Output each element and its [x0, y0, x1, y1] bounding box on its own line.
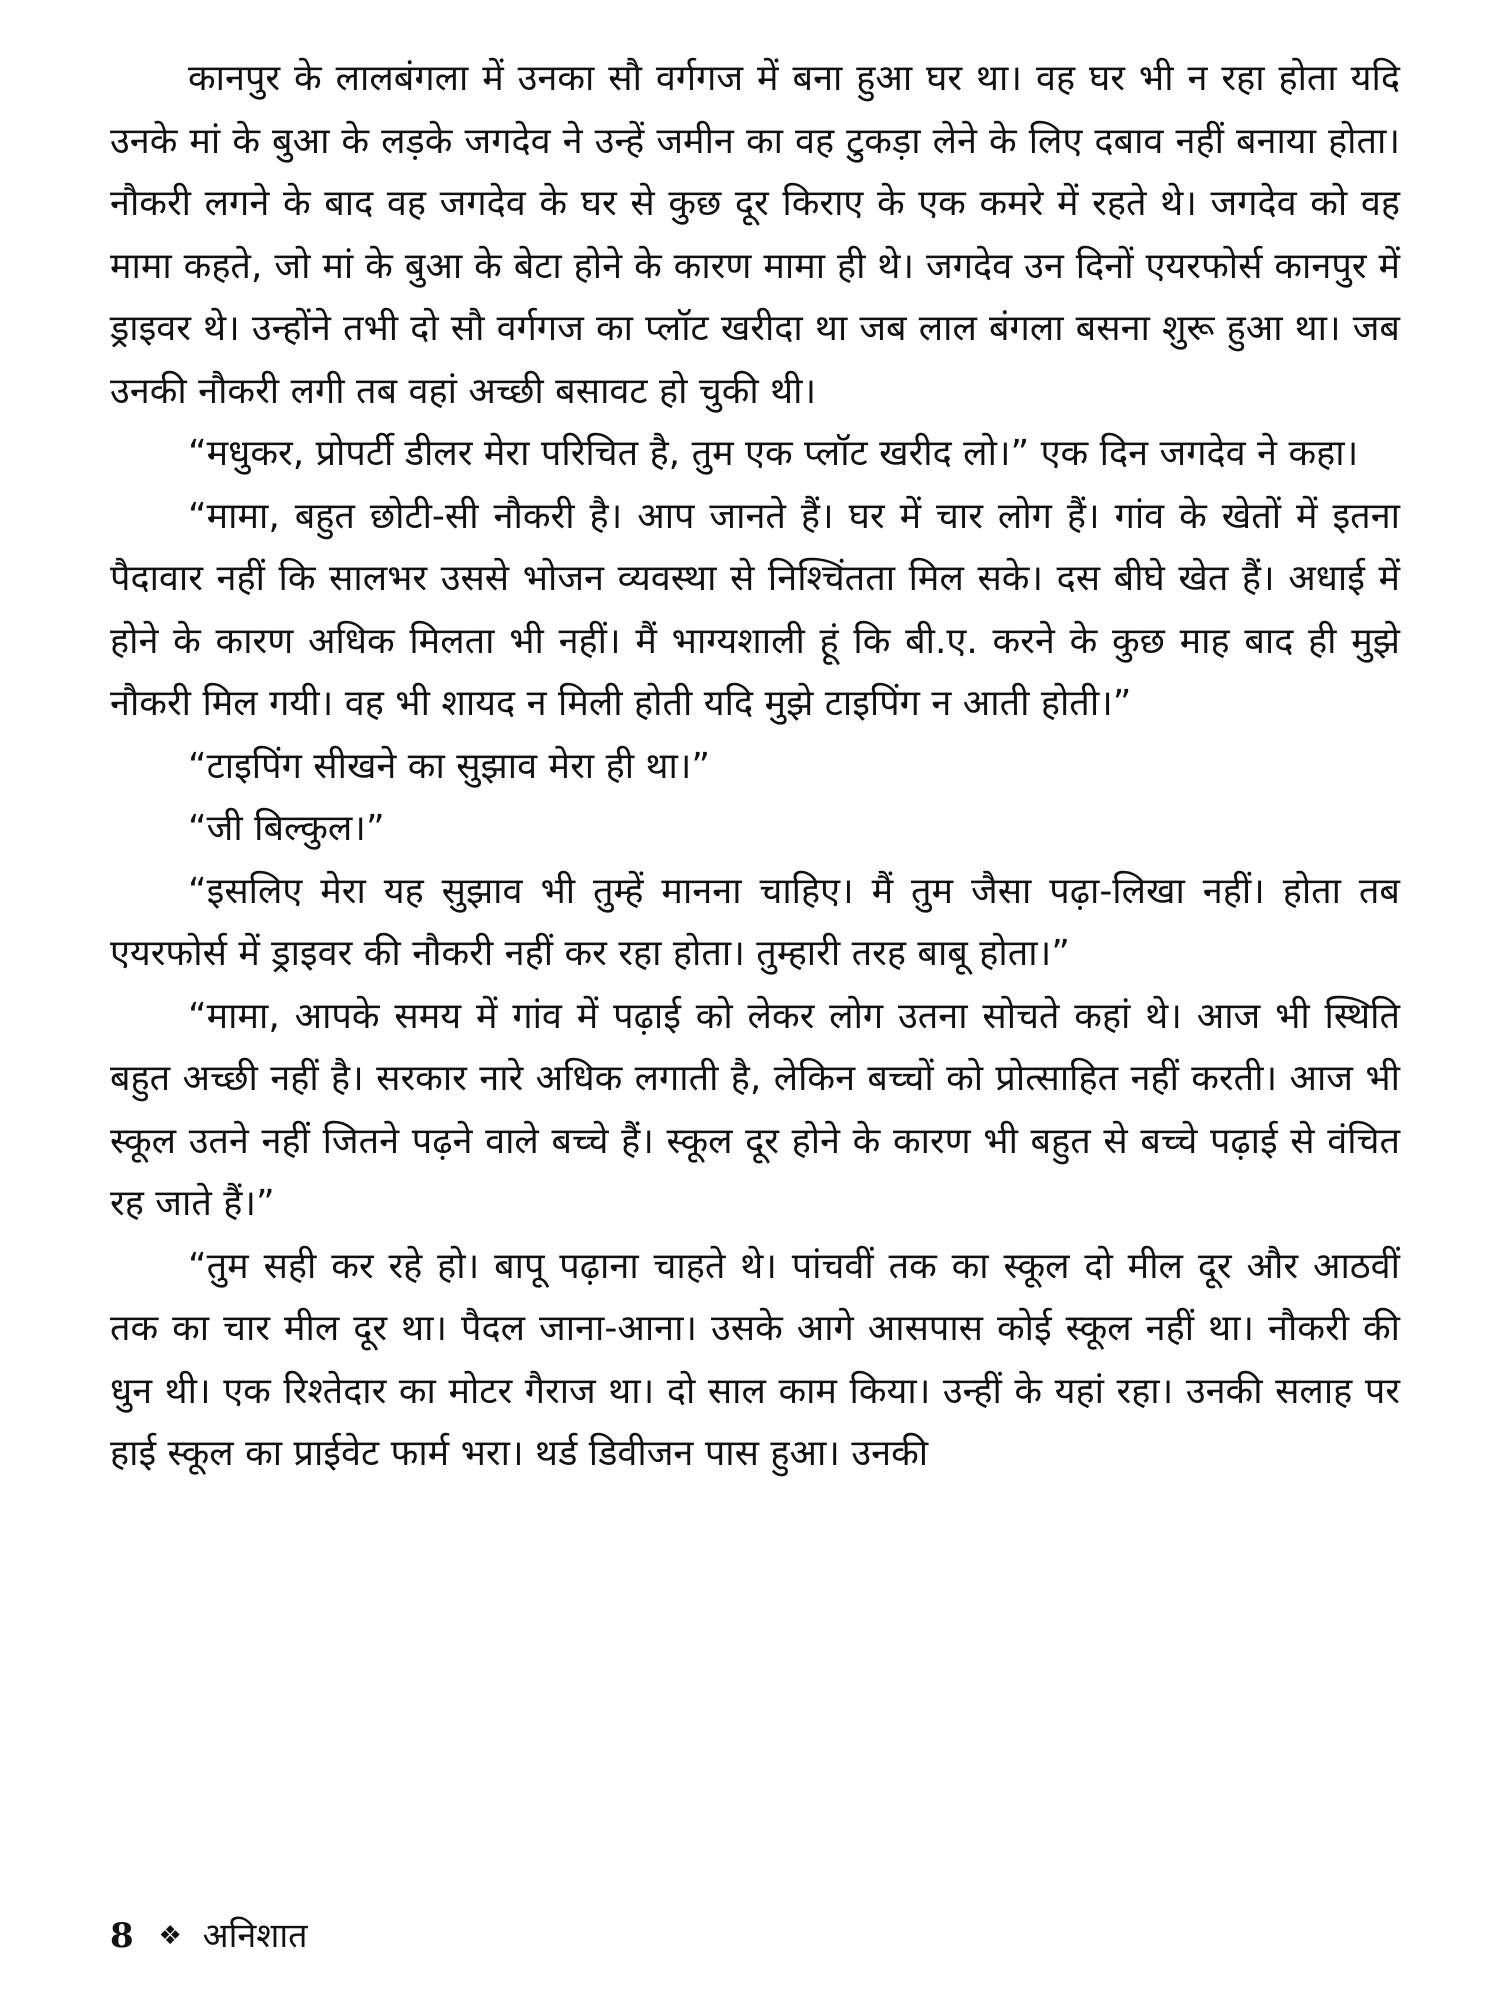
paragraph-2: “मधुकर, प्रोपर्टी डीलर मेरा परिचित है, तुम एक प्लॉट खरीद लो।” एक दिन जगदेव ने कहा।	[188, 433, 1359, 474]
book-title: अनिशात	[202, 1916, 308, 1956]
paragraph-6: “इसलिए मेरा यह सुझाव भी तुम्हें मानना चाहिए। मैं तुम जैसा पढ़ा-लिखा नहीं। होता तब एयरफोर्स में ड्राइवर की नौकरी नहीं कर रहा होता। तुम्हारी तरह बाबू होता।”	[110, 870, 1400, 974]
paragraph-4: “टाइपिंग सीखने का सुझाव मेरा ही था।”	[188, 745, 711, 787]
paragraph-8: “तुम सही कर रहे हो। बापू पढ़ाना चाहते थे। पांचवीं तक का स्कूल दो मील दूर और आठवीं तक का चार मील दूर था। पैदल जाना-आना। उसके आगे आसपास कोई स्कूल नहीं था। नौकरी की धुन थी। एक रिश्तेदार का मोटर गैराज था। दो साल काम किया। उन्हीं के यहां रहा। उनकी सलाह पर हाई स्कूल का प्राईवेट फार्म भरा। थर्ड डिवीजन पास हुआ। उनकी	[110, 1245, 1400, 1474]
paragraph-3: “मामा, बहुत छोटी-सी नौकरी है। आप जानते हैं। घर में चार लोग हैं। गांव के खेतों में इतना पैदावार नहीं कि सालभर उससे भोजन व्यवस्था से निश्चिंतता मिल सके। दस बीघे खेत हैं। अधाई में होने के कारण अधिक मिलता भी नहीं। मैं भाग्यशाली हूं कि बी.ए. करने के कुछ माह बाद ही मुझे नौकरी मिल गयी। वह भी शायद न मिली होती यदि मुझे टाइपिंग न आती होती।”	[110, 495, 1400, 724]
diamond-ornament-icon: ❖	[158, 1921, 182, 1951]
paragraph-7: “मामा, आपके समय में गांव में पढ़ाई को लेकर लोग उतना सोचते कहां थे। आज भी स्थिति बहुत अच्छी नहीं है। सरकार नारे अधिक लगाती है, लेकिन बच्चों को प्रोत्साहित नहीं करती। आज भी स्कूल उतने नहीं जितने पढ़ने वाले बच्चे हैं। स्कूल दूर होने के कारण भी बहुत से बच्चे पढ़ाई से वंचित रह जाते हैं।”	[110, 995, 1400, 1224]
page-footer	[110, 1916, 308, 1956]
body-text	[110, 48, 1400, 1486]
paragraph-5: “जी बिल्कुल।”	[188, 808, 385, 849]
paragraph-1: कानपुर के लालबंगला में उनका सौ वर्गगज में बना हुआ घर था। वह घर भी न रहा होता यदि उनके मां के बुआ के लड़के जगदेव ने उन्हें जमीन का वह टुकड़ा लेने के लिए दबाव नहीं बनाया होता। नौकरी लगने के बाद वह जगदेव के घर से कुछ दूर किराए के एक कमरे में रहते थे। जगदेव को वह मामा कहते, जो मां के बुआ के बेटा होने के कारण मामा ही थे। जगदेव उन दिनों एयरफोर्स कानपुर में ड्राइवर थे। उन्होंने तभी दो सौ वर्गगज का प्लॉट खरीदा था जब लाल बंगला बसना शुरू हुआ था। जब उनकी नौकरी लगी तब वहां अच्छी बसावट हो चुकी थी।	[110, 58, 1400, 412]
page-number: 8	[110, 1916, 134, 1956]
